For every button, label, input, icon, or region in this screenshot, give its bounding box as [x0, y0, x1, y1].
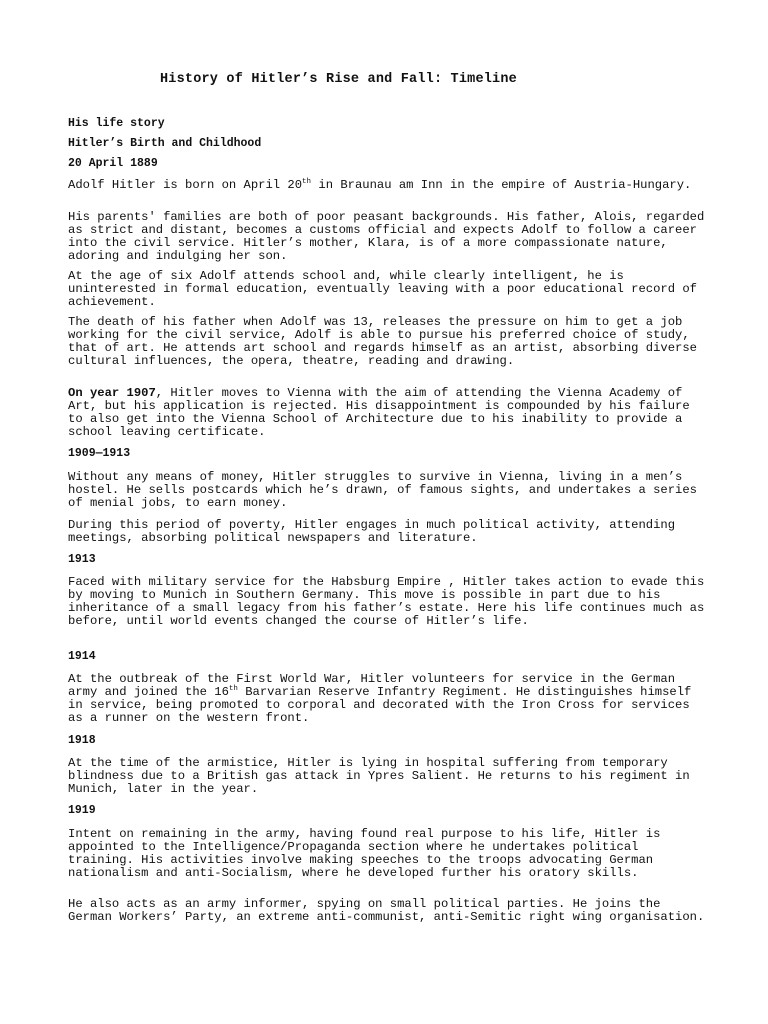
- paragraph-informer: He also acts as an army informer, spying on small political parties. He joins the German Workers’ Party, an extreme anti-communist, anti-Semitic right wing organisation.: [68, 897, 705, 924]
- paragraph-propaganda: Intent on remaining in the army, having found real purpose to his life, Hitler is appointed to the Intelligence/Propaganda section where he undertakes political training. His activities involve making speeches to the troops advocating German nationalism and anti-Socialism, where he developed further his oratory skills.: [68, 827, 661, 880]
- paragraph-vienna-1907: On year 1907, Hitler moves to Vienna with the aim of attending the Vienna Academy of Art, but his application is rejected. His disappointment is compounded by his failure to also get into the Vienna School of Architecture due to his inability to provide a school leaving certificate.: [68, 386, 690, 439]
- heading-birth-childhood: Hitler’s Birth and Childhood: [68, 137, 262, 150]
- paragraph-father-death: The death of his father when Adolf was 13, releases the pressure on him to get a job working for the civil service, Adolf is able to pursue his preferred choice of study, that of art. He attends art school and regards himself as an artist, absorbing diverse cultural influences, the opera, theatre, reading and drawing.: [68, 315, 697, 368]
- paragraph-parents: His parents' families are both of poor peasant backgrounds. His father, Alois, regarded as strict and distant, becomes a customs official and expects Adolf to follow a career into the civil service. Hitler’s mother, Klara, is of a more compassionate nature, adoring and indulging her son.: [68, 210, 705, 263]
- paragraph-war: At the outbreak of the First World War, Hitler volunteers for service in the German army and joined the 16th Barvarian Reserve Infantry Regiment. He distinguishes himself in service, being promoted to corporal and decorated with the Iron Cross for services as a runner on the western front.: [68, 672, 692, 725]
- document-title: History of Hitler’s Rise and Fall: Timeline: [160, 72, 517, 87]
- heading-1914: 1914: [68, 650, 96, 663]
- heading-1913: 1913: [68, 553, 96, 566]
- paragraph-munich: Faced with military service for the Habsburg Empire , Hitler takes action to evade this by moving to Munich in Southern Germany. This move is possible in part due to his inheritance of a small legacy from his father’s estate. Here his life continues much as before, until world events changed the course of Hitler’s life.: [68, 575, 705, 628]
- paragraph-school: At the age of six Adolf attends school and, while clearly intelligent, he is uninterested in formal education, eventually leaving with a poor educational record of achievement.: [68, 269, 697, 309]
- paragraph-birth: Adolf Hitler is born on April 20th in Braunau am Inn in the empire of Austria-Hungary.: [68, 177, 692, 192]
- paragraph-hostel: Without any means of money, Hitler struggles to survive in Vienna, living in a men’s hostel. He sells postcards which he’s drawn, of famous sights, and undertakes a series of menial jobs, to earn money.: [68, 470, 697, 510]
- paragraph-poverty: During this period of poverty, Hitler engages in much political activity, attending meetings, absorbing political newspapers and literature.: [68, 518, 676, 545]
- heading-date-1889: 20 April 1889: [68, 157, 158, 170]
- heading-1918: 1918: [68, 734, 96, 747]
- heading-1909-1913: 1909—1913: [68, 447, 131, 460]
- paragraph-armistice: At the time of the armistice, Hitler is lying in hospital suffering from temporary blindness due to a British gas attack in Ypres Salient. He returns to his regiment in Munich, later in the year.: [68, 756, 690, 796]
- heading-life-story: His life story: [68, 117, 165, 130]
- heading-1919: 1919: [68, 804, 96, 817]
